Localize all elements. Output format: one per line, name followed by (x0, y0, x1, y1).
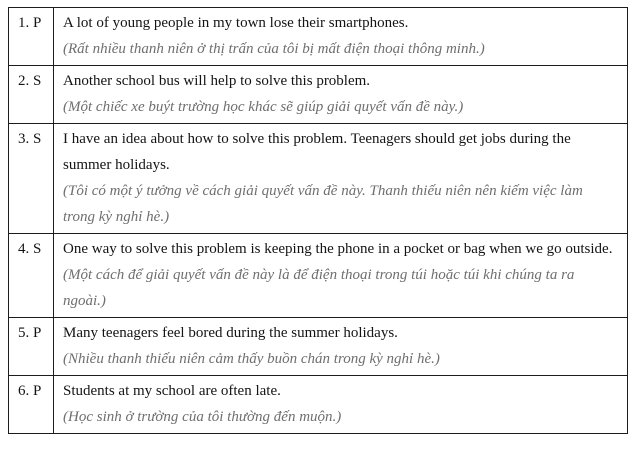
vietnamese-translation: (Một chiếc xe buýt trường học khác sẽ giúp giải quyết vấn đề này.) (63, 99, 464, 115)
english-sentence: A lot of young people in my town lose their smartphones. (63, 15, 409, 31)
table-row (9, 66, 628, 124)
table-row (9, 8, 628, 66)
english-sentence: Many teenagers feel bored during the summer holidays. (63, 325, 398, 341)
vietnamese-translation: (Học sinh ở trường của tôi thường đến muộn.) (63, 409, 342, 425)
sentences-table (8, 7, 628, 434)
english-sentence: Students at my school are often late. (63, 383, 281, 399)
sentence-cell (54, 124, 628, 234)
row-number-cell: 4. S (9, 234, 54, 318)
sentence-cell (54, 8, 628, 66)
vietnamese-translation: (Một cách để giải quyết vấn đề này là để điện thoại trong túi hoặc túi khi chúng ta ra ngoài.) (63, 267, 575, 309)
vietnamese-translation: (Rất nhiều thanh niên ở thị trấn của tôi bị mất điện thoại thông minh.) (63, 41, 485, 57)
vietnamese-translation: (Tôi có một ý tưởng về cách giải quyết vấn đề này. Thanh thiếu niên nên kiếm việc làm trong kỳ nghỉ hè.) (63, 183, 583, 225)
row-number-cell: 2. S (9, 66, 54, 124)
row-number-cell: 1. P (9, 8, 54, 66)
sentence-cell (54, 66, 628, 124)
row-number-cell: 6. P (9, 376, 54, 434)
table-row (9, 376, 628, 434)
table-row (9, 318, 628, 376)
sentence-cell (54, 234, 628, 318)
sentence-cell (54, 318, 628, 376)
english-sentence: One way to solve this problem is keeping the phone in a pocket or bag when we go outside. (63, 241, 613, 257)
row-number-cell: 5. P (9, 318, 54, 376)
sentences-table-body (9, 8, 628, 434)
table-row (9, 234, 628, 318)
row-number-cell: 3. S (9, 124, 54, 234)
english-sentence: Another school bus will help to solve this problem. (63, 73, 371, 89)
sentence-cell (54, 376, 628, 434)
vietnamese-translation: (Nhiều thanh thiếu niên cảm thấy buồn chán trong kỳ nghỉ hè.) (63, 351, 440, 367)
table-row (9, 124, 628, 234)
english-sentence: I have an idea about how to solve this problem. Teenagers should get jobs during the summer holidays. (63, 131, 571, 173)
